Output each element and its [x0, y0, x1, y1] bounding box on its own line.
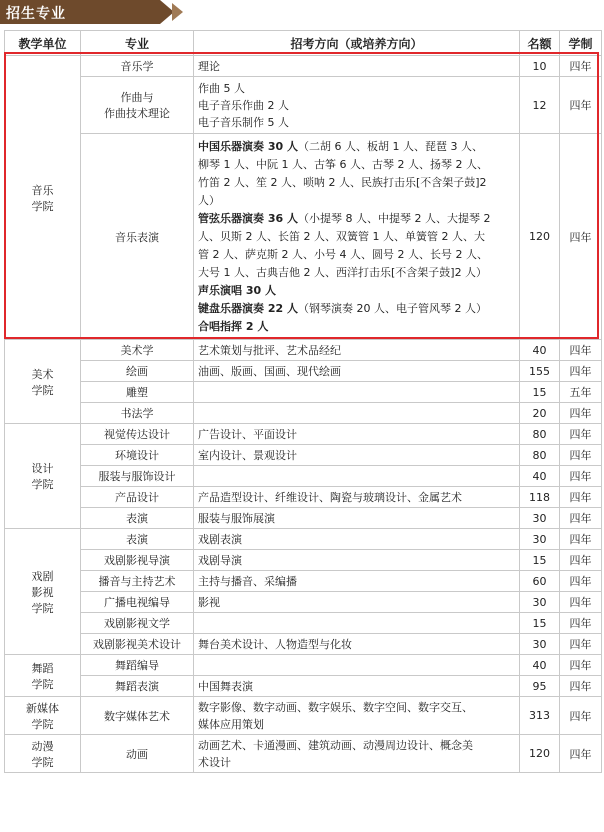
- unit-text: 戏剧: [31, 569, 54, 583]
- section-header: [0, 0, 183, 28]
- table-row: [5, 592, 602, 613]
- table-row: [5, 487, 602, 508]
- table-row: [5, 571, 602, 592]
- quota-cell: 118: [520, 487, 560, 508]
- quota-cell: 40: [520, 466, 560, 487]
- unit-drama: [5, 529, 81, 655]
- table-row: [5, 613, 602, 634]
- years-cell: 四年: [560, 361, 602, 382]
- direction-text: [198, 300, 515, 318]
- years-cell: 四年: [560, 508, 602, 529]
- major-cell: 环境设计: [81, 445, 194, 466]
- quota-cell: 120: [520, 735, 560, 773]
- direction-cell: 中国舞表演: [194, 676, 520, 697]
- header-row: [5, 31, 602, 56]
- unit-text: 学院: [31, 383, 54, 397]
- quota-cell: 40: [520, 340, 560, 361]
- quota-cell: 15: [520, 613, 560, 634]
- direction-cell: [194, 613, 520, 634]
- years-cell: 四年: [560, 445, 602, 466]
- quota-cell: 12: [520, 77, 560, 134]
- direction-text: 柳琴 1 人、中阮 1 人、古筝 6 人、古琴 2 人、扬琴 2 人、: [198, 157, 488, 171]
- direction-cell: [194, 697, 520, 735]
- unit-text: 影视: [31, 585, 54, 599]
- major-cell: 表演: [81, 529, 194, 550]
- direction-text: 电子音乐制作 5 人: [198, 115, 289, 129]
- direction-cell: [194, 466, 520, 487]
- direction-head: 键盘乐器演奏 22 人: [198, 301, 298, 315]
- direction-cell: [194, 655, 520, 676]
- quota-cell: 30: [520, 592, 560, 613]
- direction-text: 术设计: [198, 755, 231, 769]
- major-cell: 视觉传达设计: [81, 424, 194, 445]
- quota-cell: 80: [520, 445, 560, 466]
- major-cell: 美术学: [81, 340, 194, 361]
- table-row: [5, 529, 602, 550]
- unit-text: 舞蹈: [31, 661, 54, 675]
- quota-cell: 30: [520, 529, 560, 550]
- major-text: 作曲技术理论: [104, 107, 170, 120]
- major-cell: 戏剧影视导演: [81, 550, 194, 571]
- table-row: [5, 340, 602, 361]
- quota-cell: 80: [520, 424, 560, 445]
- direction-cell: [194, 77, 520, 134]
- table-row: [5, 424, 602, 445]
- years-cell: 四年: [560, 529, 602, 550]
- years-cell: 四年: [560, 77, 602, 134]
- header-major: 专业: [81, 31, 194, 56]
- table-row: [5, 56, 602, 77]
- years-cell: 四年: [560, 634, 602, 655]
- major-cell: 舞蹈表演: [81, 676, 194, 697]
- section-title: 招生专业: [6, 6, 66, 22]
- years-cell: 四年: [560, 56, 602, 77]
- unit-text: 设计: [31, 462, 54, 475]
- table-row: [5, 697, 602, 735]
- direction-cell: [194, 382, 520, 403]
- table-row: [5, 403, 602, 424]
- direction-text: [198, 210, 515, 228]
- major-cell: 动画: [81, 735, 194, 773]
- direction-text: （二胡 6 人、板胡 1 人、琵琶 3 人、: [297, 139, 483, 153]
- major-cell: 播音与主持艺术: [81, 571, 194, 592]
- table-row: [5, 445, 602, 466]
- direction-text: 媒体应用策划: [198, 717, 264, 731]
- years-cell: 四年: [560, 735, 602, 773]
- major-cell: 戏剧影视文学: [81, 613, 194, 634]
- quota-cell: 120: [520, 134, 560, 340]
- major-text: 作曲与: [120, 91, 154, 104]
- major-cell: 舞蹈编导: [81, 655, 194, 676]
- quota-cell: 40: [520, 655, 560, 676]
- major-cell: 音乐表演: [81, 134, 194, 340]
- major-cell: 广播电视编导: [81, 592, 194, 613]
- header-years: 学制: [560, 31, 602, 56]
- direction-text: 人）: [198, 193, 220, 207]
- direction-text: 管 2 人、萨克斯 2 人、小号 4 人、圆号 2 人、长号 2 人、: [198, 247, 488, 261]
- unit-text: 新媒体: [26, 701, 59, 715]
- direction-text: [198, 138, 515, 156]
- unit-art: [5, 340, 81, 424]
- years-cell: 四年: [560, 676, 602, 697]
- unit-dance: [5, 655, 81, 697]
- unit-text: 学院: [31, 601, 54, 615]
- major-cell: 产品设计: [81, 487, 194, 508]
- header-unit: 教学单位: [5, 31, 81, 56]
- years-cell: 四年: [560, 697, 602, 735]
- direction-text: 人、贝斯 2 人、长笛 2 人、双簧管 1 人、单簧管 2 人、大: [198, 229, 485, 243]
- direction-cell: 理论: [194, 56, 520, 77]
- years-cell: 四年: [560, 403, 602, 424]
- table-row: [5, 466, 602, 487]
- years-cell: 四年: [560, 655, 602, 676]
- table-row: [5, 134, 602, 340]
- quota-cell: 15: [520, 550, 560, 571]
- direction-cell: 产品造型设计、纤维设计、陶瓷与玻璃设计、金属艺术: [194, 487, 520, 508]
- direction-cell: 广告设计、平面设计: [194, 424, 520, 445]
- direction-cell: 艺术策划与批评、艺术品经纪: [194, 340, 520, 361]
- years-cell: 四年: [560, 424, 602, 445]
- table-row: [5, 655, 602, 676]
- direction-cell: 影视: [194, 592, 520, 613]
- admissions-table: [4, 30, 602, 773]
- table-row: [5, 550, 602, 571]
- quota-cell: 15: [520, 382, 560, 403]
- major-cell: 表演: [81, 508, 194, 529]
- major-cell: 数字媒体艺术: [81, 697, 194, 735]
- direction-cell: 服装与服饰展演: [194, 508, 520, 529]
- unit-text: 学院: [31, 199, 54, 213]
- quota-cell: 10: [520, 56, 560, 77]
- direction-text: （钢琴演奏 20 人、电子管风琴 2 人）: [297, 301, 487, 315]
- major-cell: 绘画: [81, 361, 194, 382]
- table-row: [5, 634, 602, 655]
- unit-text: 学院: [31, 717, 54, 731]
- direction-text: 数字影像、数字动画、数字娱乐、数字空间、数字交互、: [198, 700, 473, 714]
- years-cell: 五年: [560, 382, 602, 403]
- direction-text: 大号 1 人、古典吉他 2 人、西洋打击乐[不含架子鼓]2 人）: [198, 265, 488, 279]
- quota-cell: 30: [520, 634, 560, 655]
- direction-cell: 室内设计、景观设计: [194, 445, 520, 466]
- unit-media: [5, 697, 81, 735]
- unit-music: [5, 56, 81, 340]
- years-cell: 四年: [560, 134, 602, 340]
- major-cell: 音乐学: [81, 56, 194, 77]
- direction-text: 竹笛 2 人、笙 2 人、唢呐 2 人、民族打击乐[不含架子鼓]2: [198, 175, 487, 189]
- quota-cell: 95: [520, 676, 560, 697]
- major-cell: 书法学: [81, 403, 194, 424]
- major-cell: [81, 77, 194, 134]
- years-cell: 四年: [560, 487, 602, 508]
- years-cell: 四年: [560, 550, 602, 571]
- quota-cell: 30: [520, 508, 560, 529]
- unit-text: 学院: [31, 677, 54, 691]
- direction-cell: [194, 134, 520, 340]
- direction-text: （小提琴 8 人、中提琴 2 人、大提琴 2: [297, 211, 491, 225]
- major-cell: 雕塑: [81, 382, 194, 403]
- unit-text: 学院: [31, 478, 54, 491]
- direction-cell: 油画、版画、国画、现代绘画: [194, 361, 520, 382]
- unit-text: 美术: [31, 367, 54, 381]
- unit-text: 学院: [31, 755, 54, 769]
- unit-anim: [5, 735, 81, 773]
- table-row: [5, 77, 602, 134]
- table-row: [5, 382, 602, 403]
- years-cell: 四年: [560, 613, 602, 634]
- direction-cell: [194, 403, 520, 424]
- table-row: [5, 361, 602, 382]
- unit-design: [5, 424, 81, 529]
- table-row: [5, 508, 602, 529]
- table-row: [5, 735, 602, 773]
- unit-text: 动漫: [31, 739, 54, 753]
- years-cell: 四年: [560, 466, 602, 487]
- quota-cell: 20: [520, 403, 560, 424]
- table-row: [5, 676, 602, 697]
- direction-head: 管弦乐器演奏 36 人: [198, 211, 298, 225]
- direction-text: 电子音乐作曲 2 人: [198, 98, 289, 112]
- major-cell: 戏剧影视美术设计: [81, 634, 194, 655]
- direction-head: 中国乐器演奏 30 人: [198, 139, 298, 153]
- direction-head: 合唱指挥 2 人: [198, 319, 269, 333]
- years-cell: 四年: [560, 592, 602, 613]
- section-header-arrow-accent: [172, 3, 183, 21]
- header-direction: 招考方向（或培养方向）: [194, 31, 520, 56]
- direction-cell: 主持与播音、采编播: [194, 571, 520, 592]
- direction-cell: [194, 735, 520, 773]
- years-cell: 四年: [560, 571, 602, 592]
- years-cell: 四年: [560, 340, 602, 361]
- direction-text: 作曲 5 人: [198, 81, 245, 95]
- unit-text: 音乐: [31, 183, 54, 197]
- direction-cell: 戏剧表演: [194, 529, 520, 550]
- quota-cell: 60: [520, 571, 560, 592]
- quota-cell: 155: [520, 361, 560, 382]
- major-cell: 服装与服饰设计: [81, 466, 194, 487]
- quota-cell: 313: [520, 697, 560, 735]
- direction-head: 声乐演唱 30 人: [198, 283, 276, 297]
- direction-cell: 舞台美术设计、人物造型与化妆: [194, 634, 520, 655]
- direction-text: 动画艺术、卡通漫画、建筑动画、动漫周边设计、概念美: [198, 738, 473, 752]
- header-quota: 名额: [520, 31, 560, 56]
- direction-cell: 戏剧导演: [194, 550, 520, 571]
